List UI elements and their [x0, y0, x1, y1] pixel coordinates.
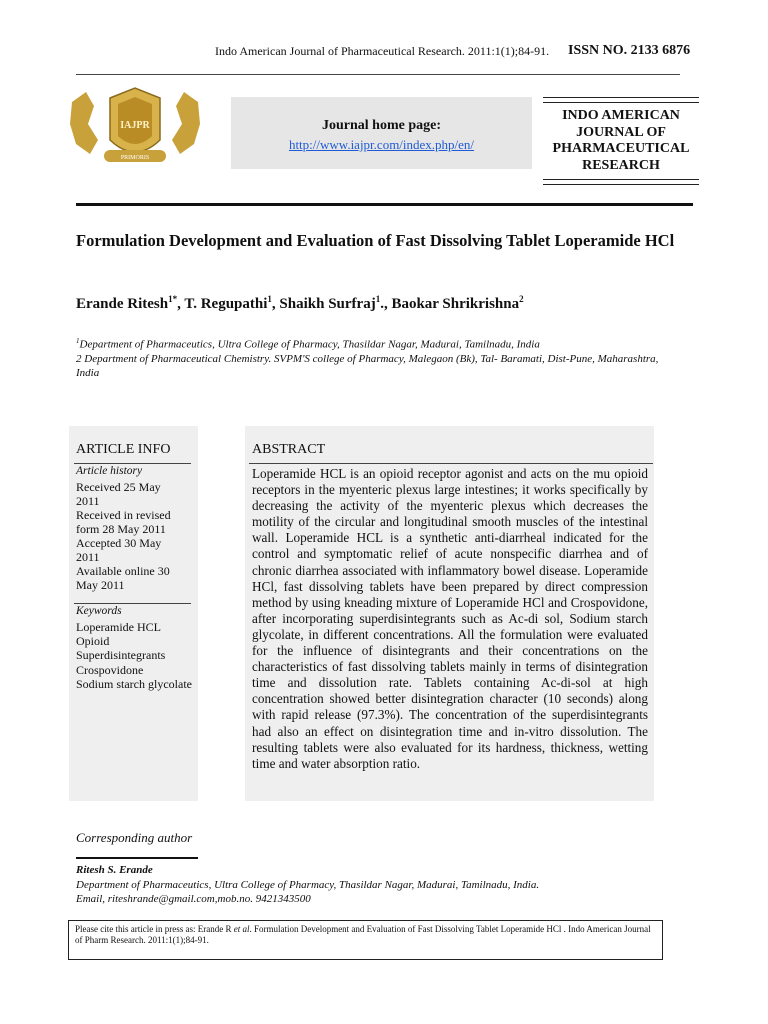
author-name: Baokar Shrikrishna: [391, 296, 520, 312]
header-citation: Indo American Journal of Pharmaceutical Research. 2011:1(1);84-91.: [215, 44, 550, 58]
keywords-rule: [74, 603, 191, 604]
citation-box: Please cite this article in press as: Erande R et al. Formulation Development and Evaluation of Fast Dissolving Tablet Loperamide HCl . Indo American Journal of Pharm Research. 2011:1(1);84-91.: [68, 920, 663, 960]
author-affiliation-mark: 1: [267, 294, 272, 304]
article-title: Formulation Development and Evaluation of Fast Dissolving Tablet Loperamide HCl: [76, 231, 675, 250]
keyword-item: Loperamide HCL: [76, 620, 161, 634]
abstract-text: Loperamide HCL is an opioid receptor agonist and acts on the mu opioid receptors in the myenteric plexus large intestines; it works specifically by decreasing the activity of the myenteric plexus which decreases the motility of the circular and longitudinal smooth muscles of the intestinal wall. Loperamide HCL is a synthetic anti-diarrheal indicated for the control and symptomatic relief of acute nonspecific diarrhea and of chronic diarrhea associated with inflammatory bowel disease. Loperamide HCl, fast dissolving tablets have been prepared by direct compression method by using kneading mixture of Loperamide HCl and Crospovidone, after incorporating superdisintegrants such as Ac-di sol, Sodium starch glycolate, in different concentrations. All the formulation were evaluated for the influence of disintegrants and their concentrations on the characteristics of fast dissolving tablets mainly in terms of disintegration time and dissolution rate. Tablets containing Ac-di-sol at high concentration showed better disintegration character (10 seconds) along with rapid release (97.3%). The concentration of the superdisintegrants had also an effect on disintegration time and in-vitro dissolution. The resulting tablets were also evaluated for its hardness, thickness, wetting time and water absorption ratio.: [252, 466, 648, 771]
article-info-heading: ARTICLE INFO: [76, 442, 171, 457]
journal-homepage-box: [231, 97, 532, 169]
author-name: Shaikh Surfraj: [279, 296, 376, 312]
keyword-item: Superdisintegrants: [76, 648, 166, 663]
journal-homepage-label: Journal home page:: [322, 118, 441, 133]
journal-name-rule-bottom: [543, 179, 699, 185]
svg-text:IAJPR: IAJPR: [120, 120, 150, 131]
author-affiliation-mark: 2: [519, 294, 524, 304]
crest-icon: [64, 84, 206, 176]
article-info-rule: [74, 463, 191, 464]
journal-name-box: [543, 97, 699, 185]
keyword-item: Sodium starch glycolate: [76, 676, 192, 691]
abstract-rule: [249, 463, 653, 464]
header-issn: ISSN NO. 2133 6876: [568, 43, 691, 58]
svg-text:PRIMORIS: PRIMORIS: [120, 155, 150, 161]
header-rule: [76, 74, 680, 75]
affiliations: [76, 334, 676, 380]
affiliation-2: 2 Department of Pharmaceutical Chemistry. SVPM'S college of Pharmacy, Malegaon (Bk), Tal- Baramati, Dist-Pune, Maharashtra, India: [76, 352, 659, 379]
author-name: Erande Ritesh: [76, 296, 169, 312]
article-history: Received 25 May 2011 Received in revised form 28 May 2011 Accepted 30 May 2011 Available online 30 May 2011: [76, 480, 171, 592]
masthead-rule: [76, 203, 693, 206]
affiliation-1: $^1$Department of Pharmaceutics, Ultra College of Pharmacy, Thasildar Nagar, Madurai, Tamilnadu, India: [76, 337, 540, 351]
keyword-item: Crospovidone: [76, 662, 144, 677]
corresponding-author-label: Corresponding author: [76, 830, 193, 845]
corresponding-author-details: Department of Pharmaceutics, Ultra College of Pharmacy, Thasildar Nagar, Madurai, Tamilnadu, India. Email, riteshrande@gmail.com,mob.no. 9421343500: [76, 878, 676, 906]
keyword-item: Opioid: [76, 634, 110, 649]
author-name: T. Regupathi: [184, 296, 268, 312]
article-history-label: Article history: [76, 465, 143, 477]
corresponding-author-rule: [76, 857, 198, 859]
corresponding-author-email: Email, riteshrande@gmail.com,mob.no. 9421343500: [76, 893, 311, 905]
keyword-list: [76, 620, 192, 691]
author-affiliation-mark: 1: [375, 294, 381, 304]
author-list: Erande Ritesh$^{1*}$, T. Regupathi$^1$, Shaikh Surfraj$^1$., Baokar Shrikrishna$^2$: [76, 294, 524, 312]
corresponding-author-name: Ritesh S. Erande: [76, 864, 153, 876]
author-affiliation-mark: 1*: [168, 294, 178, 304]
journal-homepage-link[interactable]: http://www.iajpr.com/index.php/en/: [288, 137, 475, 152]
journal-name: INDO AMERICAN JOURNAL OF PHARMACEUTICAL RESEARCH: [552, 108, 690, 173]
keywords-label: Keywords: [76, 605, 122, 617]
abstract-heading: ABSTRACT: [252, 442, 326, 457]
journal-logo-icon: [64, 84, 206, 176]
